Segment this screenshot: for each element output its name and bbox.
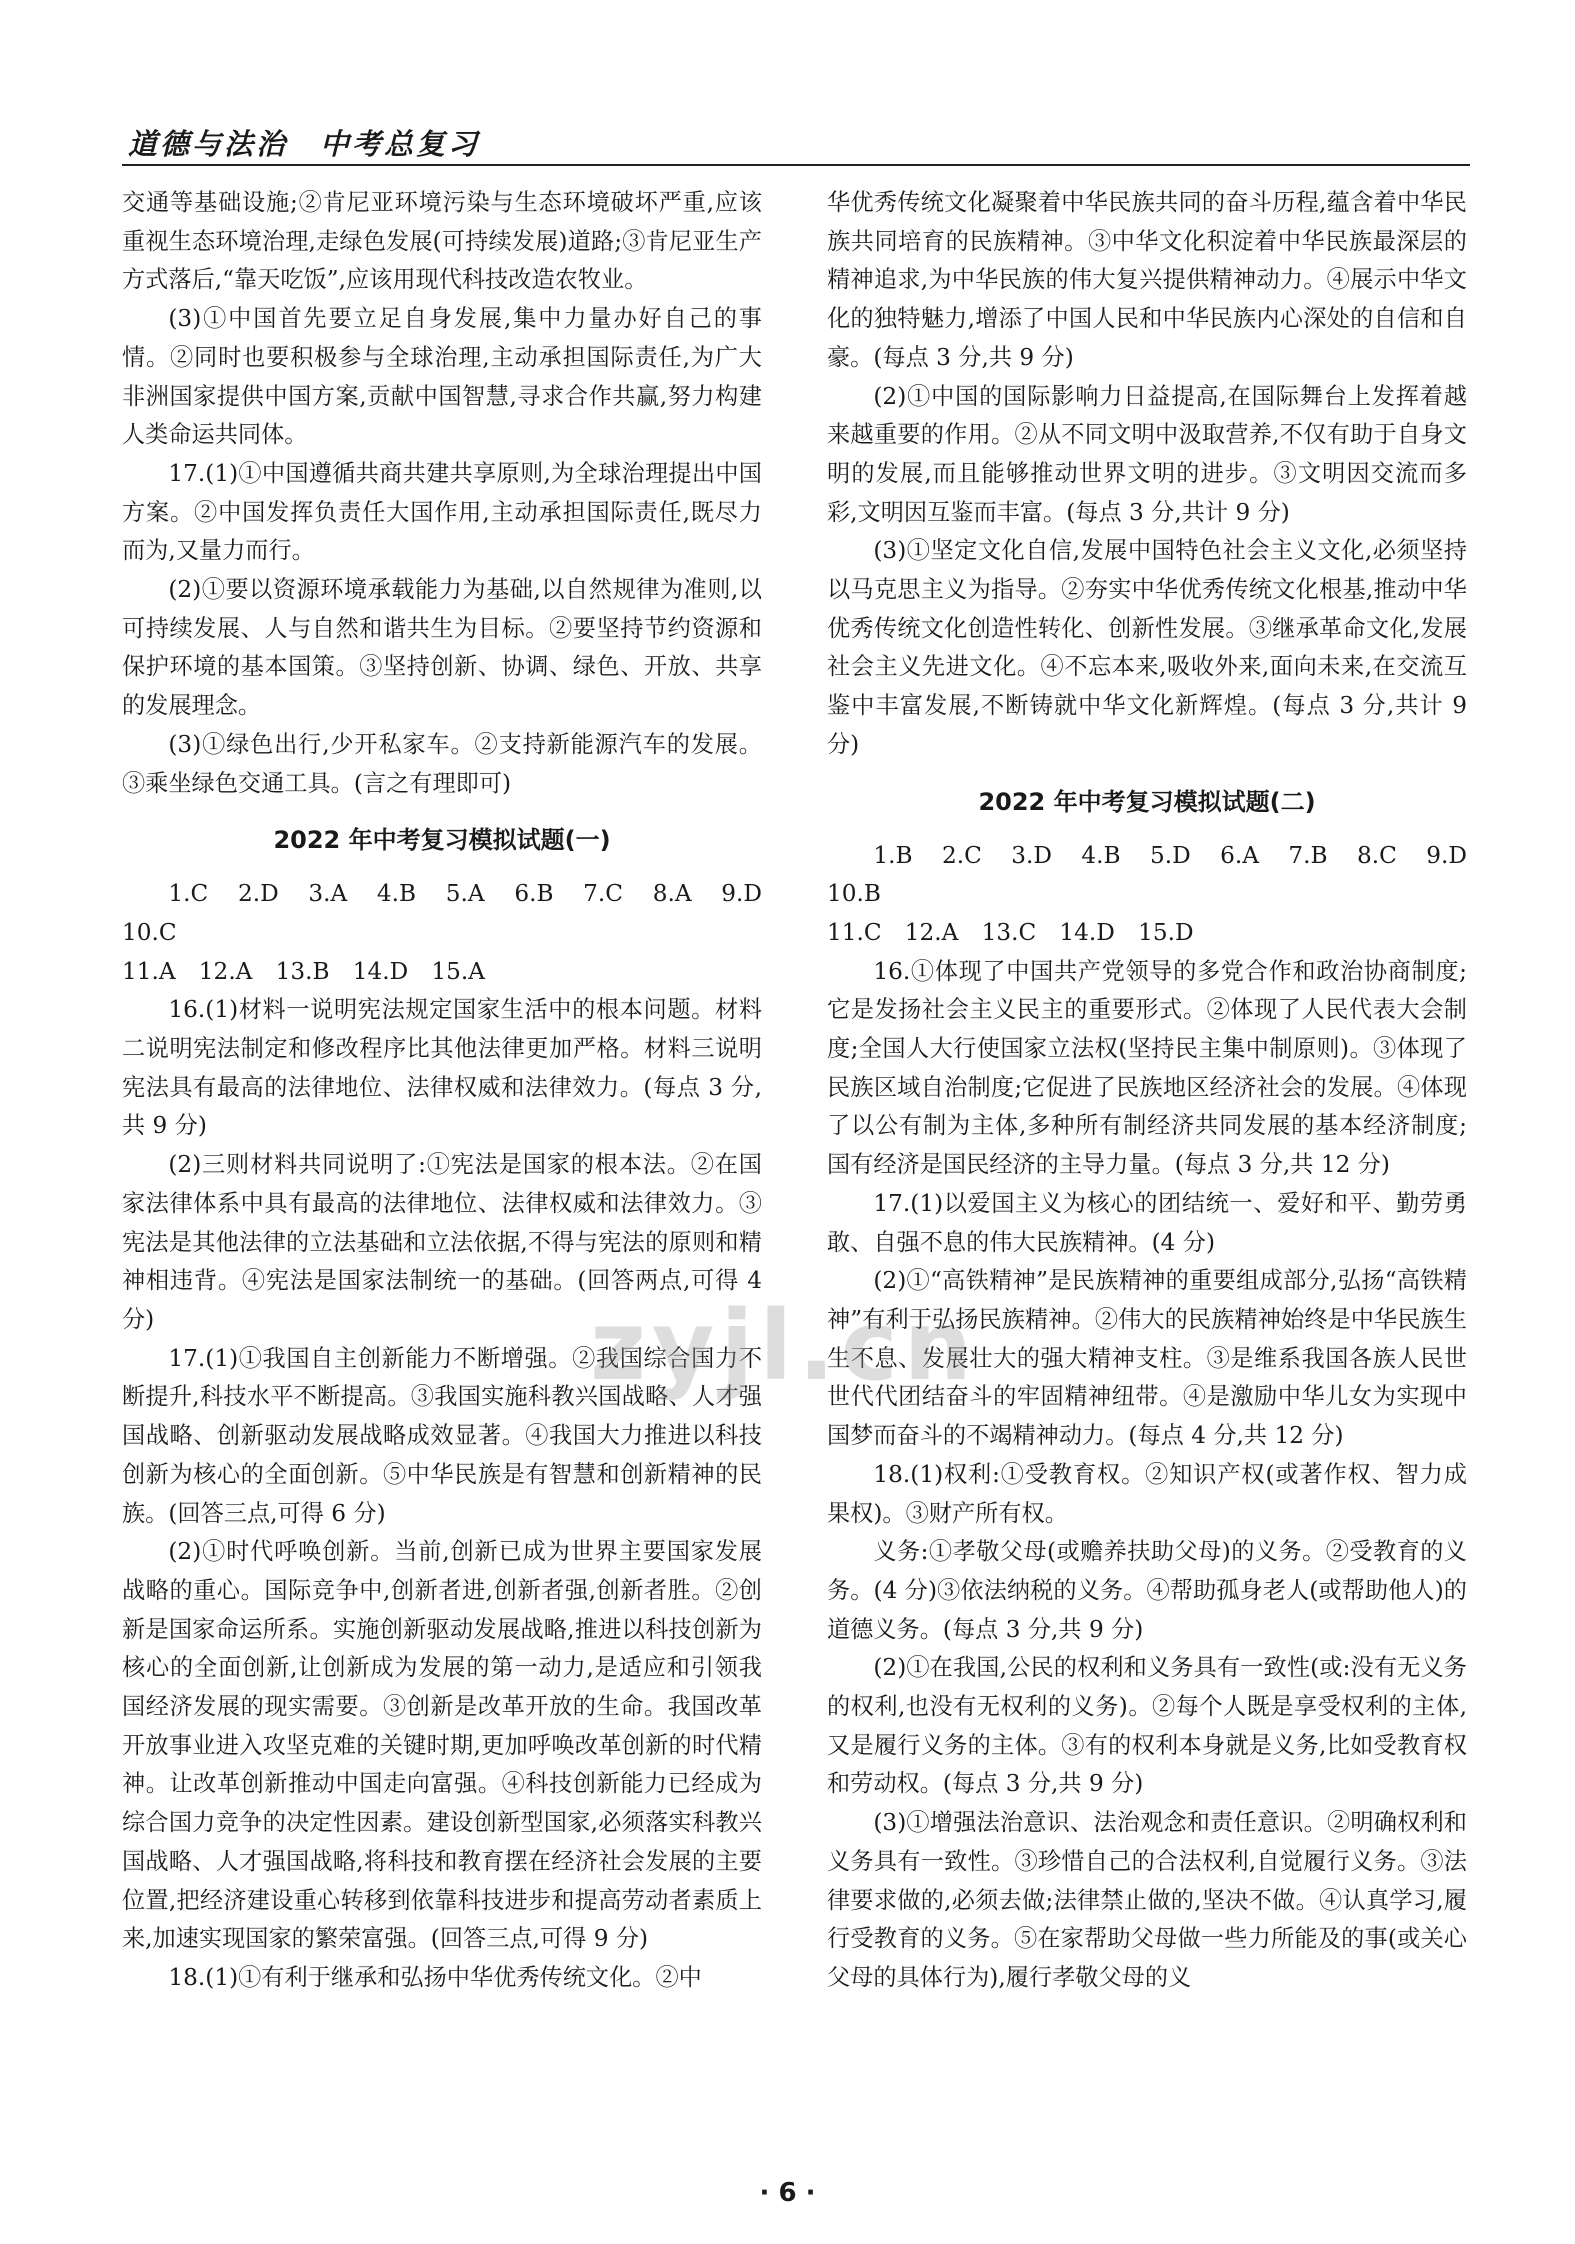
section-heading-mock-1: 2022 年中考复习模拟试题(一)	[273, 826, 611, 855]
header-title: 道德与法治 中考总复习	[128, 127, 481, 161]
right-paragraph-4: 16.①体现了中国共产党领导的多党合作和政治协商制度;它是发扬社会主义民主的重要形式。②体现了人民代表大会制度;全国人大行使国家立法权(坚持民主集中制原则)。③体现了民族区域自治制度;它促进了民族地区经济社会的发展。④体现了以公有制为主体,多种所有制经济共同发展的基本经济制度;国有经济是国民经济的主导力量。(每点 3 分,共 12 分)	[827, 957, 1467, 1179]
choice-answers-row-2: 11.A 12.A 13.B 14.D 15.A	[122, 957, 485, 985]
left-paragraph-4: (2)①要以资源环境承载能力为基础,以自然规律为准则,以可持续发展、人与自然和谐共生为目标。②要坚持节约资源和保护环境的基本国策。③坚持创新、协调、绿色、开放、共享的发展理念。	[122, 576, 762, 720]
left-paragraph-9: (2)①时代呼唤创新。当前,创新已成为世界主要国家发展战略的重心。国际竞争中,创新者进,创新者强,创新者胜。②创新是国家命运所系。实施创新驱动发展战略,推进以科技创新为核心的全面创新,让创新成为发展的第一动力,是适应和引领我国经济发展的现实需要。③创新是改革开放的生命。我国改革开放事业进入攻坚克难的关键时期,更加呼唤改革创新的时代精神。让改革创新推动中国走向富强。④科技创新能力已经成为综合国力竞争的决定性因素。建设创新型国家,必须落实科教兴国战略、人才强国战略,将科技和教育摆在经济社会发展的主要位置,把经济建设重心转移到依靠科技进步和提高劳动者素质上来,加速实现国家的繁荣富强。(回答三点,可得 9 分)	[122, 1538, 762, 1953]
section-heading-mock-2: 2022 年中考复习模拟试题(二)	[978, 787, 1316, 816]
left-paragraph-8: 17.(1)①我国自主创新能力不断增强。②我国综合国力不断提升,科技水平不断提高。③我国实施科教兴国战略、人才强国战略、创新驱动发展战略成效显著。④我国大力推进以科技创新为核心的全面创新。⑤中华民族是有智慧和创新精神的民族。(回答三点,可得 6 分)	[122, 1344, 762, 1527]
right-paragraph-6: (2)①“高铁精神”是民族精神的重要组成部分,弘扬“高铁精神”有利于弘扬民族精神。②伟大的民族精神始终是中华民族生生不息、发展壮大的强大精神支柱。③是维系我国各族人民世世代代团结奋斗的牢固精神纽带。④是激励中华儿女为实现中国梦而奋斗的不竭精神动力。(每点 4 分,共 12 分)	[827, 1267, 1467, 1450]
watermark: zyjl.cn	[590, 1290, 978, 1402]
right-paragraph-8: 义务:①孝敬父母(或赡养扶助父母)的义务。②受教育的义务。(4 分)③依法纳税的义务。④帮助孤身老人(或帮助他人)的道德义务。(每点 3 分,共 9 分)	[827, 1538, 1467, 1643]
right-paragraph-7: 18.(1)权利:①受教育权。②知识产权(或著作权、智力成果权)。③财产所有权。	[827, 1460, 1467, 1527]
left-paragraph-2: (3)①中国首先要立足自身发展,集中力量办好自己的事情。②同时也要积极参与全球治理,主动承担国际责任,为广大非洲国家提供中国方案,贡献中国智慧,寻求合作共赢,努力构建人类命运共同体。	[122, 305, 762, 449]
left-paragraph-6: 16.(1)材料一说明宪法规定国家生活中的根本问题。材料二说明宪法制定和修改程序比其他法律更加严格。材料三说明宪法具有最高的法律地位、法律权威和法律效力。(每点 3 分,共 9 分)	[122, 996, 762, 1140]
left-paragraph-1: 交通等基础设施;②肯尼亚环境污染与生态环境破坏严重,应该重视生态环境治理,走绿色发展(可持续发展)道路;③肯尼亚生产方式落后,“靠天吃饭”,应该用现代科技改造农牧业。	[122, 189, 762, 294]
left-paragraph-5: (3)①绿色出行,少开私家车。②支持新能源汽车的发展。③乘坐绿色交通工具。(言之有理即可)	[122, 730, 762, 797]
right-paragraph-9: (2)①在我国,公民的权利和义务具有一致性(或:没有无义务的权利,也没有无权利的义务)。②每个人既是享受权利的主体,又是履行义务的主体。③有的权利本身就是义务,比如受教育权和劳动权。(每点 3 分,共 9 分)	[827, 1654, 1467, 1798]
right-paragraph-10: (3)①增强法治意识、法治观念和责任意识。②明确权利和义务具有一致性。③珍惜自己的合法权利,自觉履行义务。③法律要求做的,必须去做;法律禁止做的,坚决不做。④认真学习,履行受教育的义务。⑤在家帮助父母做一些力所能及的事(或关心父母的具体行为),履行孝敬父母的义	[827, 1809, 1467, 1991]
right-column	[827, 184, 1491, 1998]
choice-answers-row-1: 1.C 2.D 3.A 4.B 5.A 6.B 7.C 8.A 9.D 10.C	[122, 880, 786, 946]
right-paragraph-5: 17.(1)以爱国主义为核心的团结统一、爱好和平、勤劳勇敢、自强不息的伟大民族精神。(4 分)	[827, 1189, 1467, 1256]
right-paragraph-2: (2)①中国的国际影响力日益提高,在国际舞台上发挥着越来越重要的作用。②从不同文明中汲取营养,不仅有助于自身文明的发展,而且能够推动世界文明的进步。③文明因交流而多彩,文明因互鉴而丰富。(每点 3 分,共计 9 分)	[827, 382, 1467, 526]
right-paragraph-3: (3)①坚定文化自信,发展中国特色社会主义文化,必须坚持以马克思主义为指导。②夯实中华优秀传统文化根基,推动中华优秀传统文化创造性转化、创新性发展。③继承革命文化,发展社会主义先进文化。④不忘本来,吸收外来,面向未来,在交流互鉴中丰富发展,不断铸就中华文化新辉煌。(每点 3 分,共计 9 分)	[827, 537, 1467, 758]
left-paragraph-7: (2)三则材料共同说明了:①宪法是国家的根本法。②在国家法律体系中具有最高的法律地位、法律权威和法律效力。③宪法是其他法律的立法基础和立法依据,不得与宪法的原则和精神相违背。④宪法是国家法制统一的基础。(回答两点,可得 4 分)	[122, 1151, 762, 1333]
left-paragraph-10: 18.(1)①有利于继承和弘扬中华优秀传统文化。②中	[168, 1963, 702, 1991]
page-header	[122, 118, 1470, 166]
page-number: · 6 ·	[759, 2178, 816, 2208]
choice-answers-row-4: 11.C 12.A 13.C 14.D 15.D	[827, 918, 1194, 946]
right-paragraph-1: 华优秀传统文化凝聚着中华民族共同的奋斗历程,蕴含着中华民族共同培育的民族精神。③中华文化积淀着中华民族最深层的精神追求,为中华民族的伟大复兴提供精神动力。④展示中华文化的独特魅力,增添了中国人民和中华民族内心深处的自信和自豪。(每点 3 分,共 9 分)	[827, 189, 1467, 371]
choice-answers-row-3: 1.B 2.C 3.D 4.B 5.D 6.A 7.B 8.C 9.D 10.B	[827, 841, 1491, 908]
left-paragraph-3: 17.(1)①中国遵循共商共建共享原则,为全球治理提出中国方案。②中国发挥负责任大国作用,主动承担国际责任,既尽力而为,又量力而行。	[122, 459, 762, 565]
